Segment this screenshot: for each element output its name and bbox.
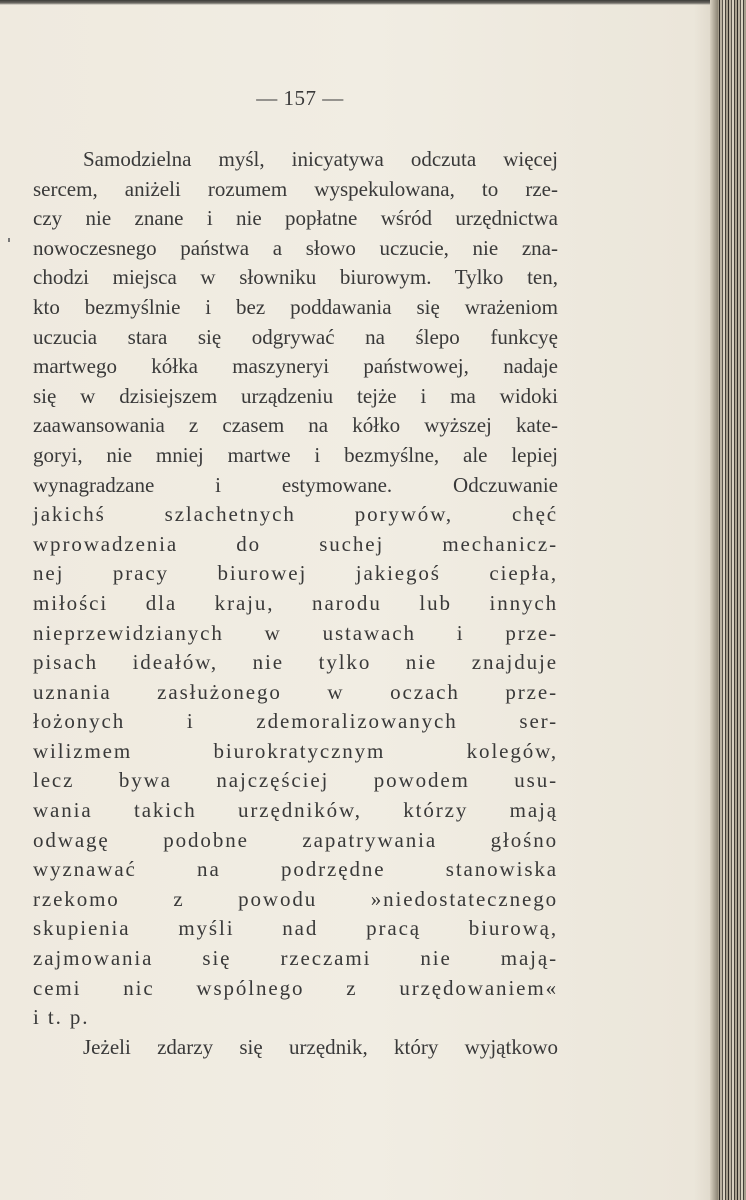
- text-line: się w dzisiejszem urządzeniu tejże i ma widoki: [33, 383, 558, 408]
- text-line: kto bezmyślnie i bez poddawania się wrażeniom: [33, 294, 558, 319]
- text-line-spaced: rzekomo z powodu »niedostatecznego: [33, 886, 558, 911]
- text-line-spaced: nej pracy biurowej jakiegoś ciepła,: [33, 561, 558, 586]
- text-line: uczucia stara się odgrywać na ślepo funkcyę: [33, 324, 558, 349]
- text-line-spaced: nieprzewidzianych w ustawach i prze-: [33, 620, 558, 645]
- text-line-spaced: wilizmem biurokratycznym kolegów,: [33, 738, 558, 763]
- text-line-spaced: lecz bywa najczęściej powodem usu-: [33, 768, 558, 793]
- text-line: czy nie znane i nie popłatne wśród urzędnictwa: [33, 206, 558, 231]
- text-line-spaced: wyznawać na podrzędne stanowiska: [33, 857, 558, 882]
- text-line-spaced: pisach ideałów, nie tylko nie znajduje: [33, 650, 558, 675]
- body-text: [33, 145, 558, 1062]
- text-line-spaced: cemi nic wspólnego z urzędowaniem«: [33, 975, 558, 1000]
- text-line-spaced: i t. p.: [33, 1005, 90, 1030]
- text-line: sercem, aniżeli rozumem wyspekulowana, to rze-: [33, 176, 558, 201]
- text-line: chodzi miejsca w słowniku biurowym. Tylko ten,: [33, 265, 558, 290]
- text-line-spaced: zajmowania się rzeczami nie mają-: [33, 946, 558, 971]
- text-line: wynagradzane i estymowane. Odczuwanie: [33, 472, 558, 497]
- book-spine-edge: [710, 0, 746, 1200]
- text-line-spaced: uznania zasłużonego w oczach prze-: [33, 679, 558, 704]
- text-line: Samodzielna myśl, inicyatywa odczuta więcej: [83, 147, 558, 171]
- text-line-spaced: wprowadzenia do suchej mechanicz-: [33, 531, 558, 556]
- text-line-spaced: wania takich urzędników, którzy mają: [33, 798, 558, 823]
- page-number: — 157 —: [256, 86, 344, 110]
- text-line: martwego kółka maszyneryi państwowej, nadaje: [33, 354, 558, 379]
- margin-mark: [8, 238, 10, 242]
- text-line: goryi, nie mniej martwe i bezmyślne, ale lepiej: [33, 442, 558, 467]
- text-line-spaced: jakichś szlachetnych porywów, chęć: [33, 502, 558, 527]
- text-line: nowoczesnego państwa a słowo uczucie, nie zna-: [33, 235, 558, 260]
- text-line-spaced: odwagę podobne zapatrywania głośno: [33, 827, 558, 852]
- text-line: zaawansowania z czasem na kółko wyższej kate-: [33, 413, 558, 438]
- text-line-spaced: łożonych i zdemoralizowanych ser-: [33, 709, 558, 734]
- page-top-shadow: [0, 0, 712, 5]
- text-line-spaced: miłości dla kraju, narodu lub innych: [33, 590, 558, 615]
- text-line-spaced: skupienia myśli nad pracą biurową,: [33, 916, 558, 941]
- text-line: Jeżeli zdarzy się urzędnik, który wyjątkowo: [83, 1034, 558, 1059]
